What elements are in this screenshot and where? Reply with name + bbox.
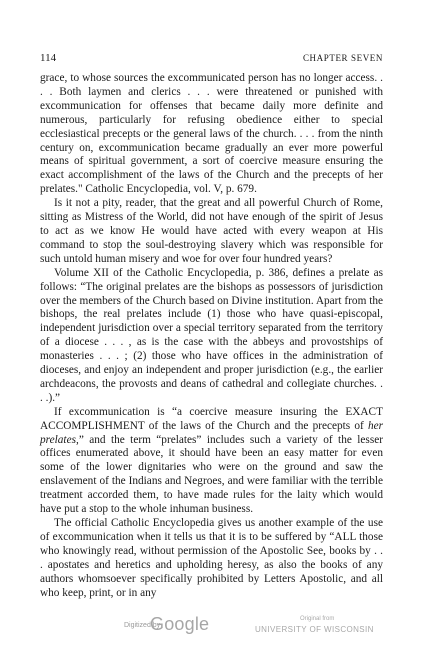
- body-text: [40, 72, 383, 600]
- paragraph-pity: Is it not a pity, reader, that the great and all powerful Church of Rome, sitting as Mistress of the World, did not have enough of the spirit of Jesus to act as we know He would have acted with every weapon at His command to stop the soul-destroying slavery which was responsible for such untold human misery and woe for over four hundred years?: [40, 197, 383, 265]
- page-header: [40, 52, 383, 64]
- university-label: UNIVERSITY OF WISCONSIN: [255, 625, 374, 634]
- digitization-footer: [0, 614, 431, 640]
- paragraph-excommunication-measure: [40, 406, 383, 517]
- paragraph-prelate-definition: Volume XII of the Catholic Encyclopedia, p. 386, defines a prelate as follows: “The original prelates are the bishops as possessors of jurisdiction over the members of the Church based on Divine institution. Apart from the bishops, the real prelates include (1) those who have quasi-episcopal, independent jurisdiction over a special territory separated from the territory of a diocese . . . , as is the case with the abbeys and provostships of monasteries . . . ; (2) those who have offices in the administration of dioceses, and enjoy an independent and proper jurisdiction (e.g., the earlier archdeacons, the provosts and deans of cathedral and collegiate churches. . . .).”: [40, 266, 383, 404]
- paragraph-4-text-before: If excommunication is “a coercive measure insuring the EXACT ACCOMPLISHMENT of the laws of the Church and the precepts of: [40, 405, 383, 432]
- original-from-label: Original from: [300, 616, 335, 622]
- paragraph-4-text-after: ” and the term “prelates” includes such a variety of the lesser offices enumerated above, it should have been an easy matter for even some of the lower dignitaries who were on the ground and saw the enslavement of the Indians and Negroes, and were familiar with the terrible treatment accorded them, to have made rules for the laity which would have put a stop to the whole inhuman business.: [40, 433, 383, 516]
- page-number: 114: [40, 52, 57, 64]
- paragraph-4-italic: her prelates,: [40, 419, 383, 446]
- paragraph-official-encyclopedia: The official Catholic Encyclopedia gives us another example of the use of excommunication when it tells us that it is to be suffered by “ALL those who knowingly read, without permission of the Apostolic See, books by . . . apostates and heretics and upholding heresy, as also the books of any authors whomsoever specifically prohibited by Letters Apostolic, and all who keep, print, or in any: [40, 517, 383, 599]
- chapter-title: CHAPTER SEVEN: [302, 53, 383, 63]
- digitized-by-label: Digitized by: [124, 622, 161, 629]
- paragraph-continuation: grace, to whose sources the excommunicated person has no longer access. . . . Both laymen and clerics . . . were threatened or punished with excommunication for offenses that became daily more definite and numerous, particularly for refusing obedience either to special ecclesiastical precepts or the general laws of the church. . . . from the ninth century on, excommunication became gradually an ever more powerful means of spiritual government, a sort of coercive measure ensuring the exact accomplishment of the laws of the Church and the precepts of her prelates." Catholic Encyclopedia, vol. V, p. 679.: [40, 72, 383, 196]
- google-logo: Google: [150, 614, 210, 634]
